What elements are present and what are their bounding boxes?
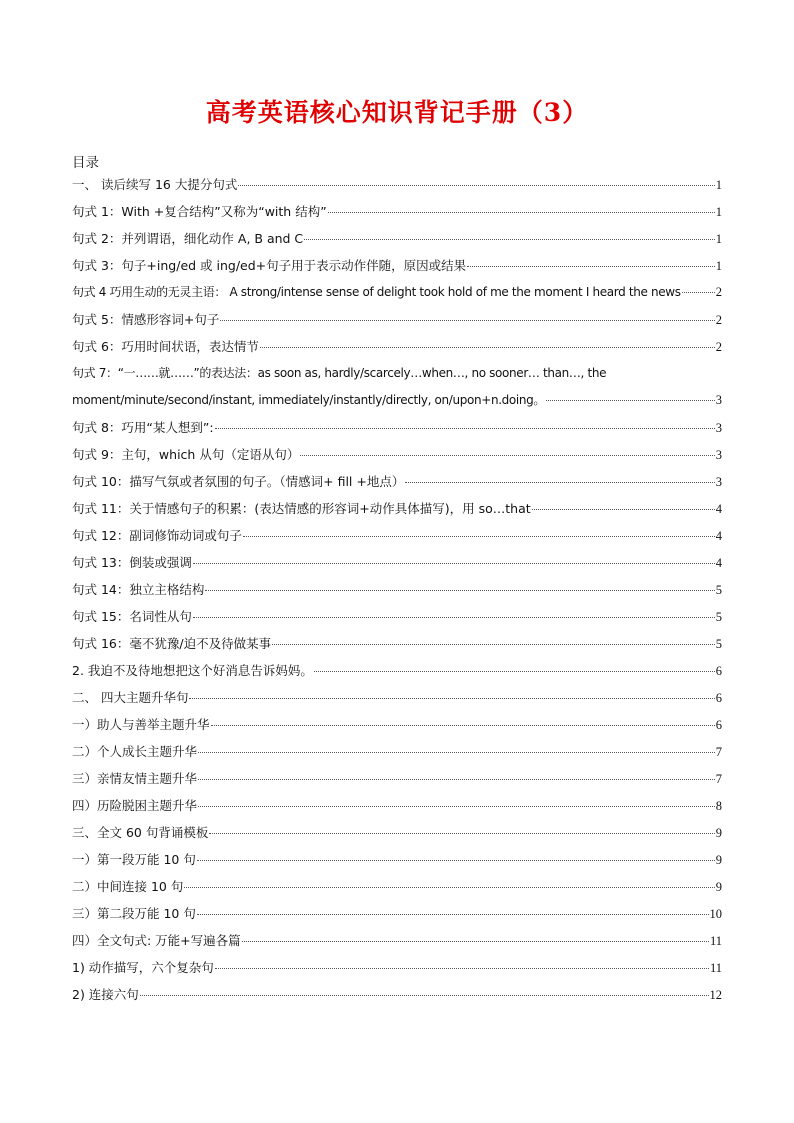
toc-entry[interactable]	[72, 310, 722, 337]
toc-entry[interactable]	[72, 445, 722, 472]
toc-page-number: 5	[715, 610, 722, 624]
toc-page-number: 3	[715, 448, 722, 462]
dot-leader	[197, 860, 715, 861]
toc-page-number: 2	[715, 340, 722, 354]
toc-page-number: 6	[715, 691, 722, 705]
toc-entry-text: 句式 12：副词修饰动词或句子	[72, 528, 242, 543]
dot-leader	[215, 428, 715, 429]
dot-leader	[405, 482, 714, 483]
toc-page-number: 8	[715, 799, 722, 813]
toc-entry-text: 句式 4 巧用生动的无灵主语： A strong/intense sense of delight took hold of me the moment I heard the news	[72, 285, 681, 299]
toc-entry[interactable]	[72, 715, 722, 742]
dot-leader	[189, 698, 714, 699]
toc-page-number: 11	[709, 934, 722, 948]
toc-page-number: 9	[715, 880, 722, 894]
toc-entry[interactable]	[72, 904, 722, 931]
dot-leader	[314, 671, 715, 672]
toc-page-number: 1	[715, 205, 722, 219]
toc-entry[interactable]	[72, 256, 722, 283]
toc-entry-text: 三）第二段万能 10 句	[72, 906, 196, 921]
toc-entry-text: 1) 动作描写，六个复杂句	[72, 960, 214, 975]
dot-leader	[238, 185, 714, 186]
toc-entry[interactable]	[72, 958, 722, 985]
toc-entry-text: 四）全文句式: 万能+写遍各篇	[72, 933, 241, 948]
toc-page-number: 6	[715, 664, 722, 678]
dot-leader	[184, 887, 714, 888]
dot-leader	[243, 536, 715, 537]
toc-entry[interactable]	[72, 229, 722, 256]
toc-page-number: 12	[709, 988, 722, 1002]
dot-leader	[467, 266, 715, 267]
toc-entry[interactable]	[72, 823, 722, 850]
toc-entry[interactable]	[72, 850, 722, 877]
dot-leader	[260, 347, 715, 348]
toc-heading: 目录	[72, 155, 99, 171]
dot-leader	[220, 320, 714, 321]
toc-entry[interactable]	[72, 661, 722, 688]
dot-leader	[205, 590, 714, 591]
toc-page-number: 7	[715, 745, 722, 759]
toc-entry-text: 句式 10：描写气氛或者氛围的句子。（情感词+ fill +地点）	[72, 474, 405, 489]
toc-page-number: 1	[715, 259, 722, 273]
toc-entry[interactable]	[72, 175, 722, 202]
dot-leader	[197, 914, 709, 915]
toc-entry-text: 句式 14：独立主格结构	[72, 582, 205, 597]
toc-entry[interactable]	[72, 742, 722, 769]
toc-page-number: 1	[715, 232, 722, 246]
toc-page-number: 10	[709, 907, 722, 921]
toc-entry-text: 句式 3：句子+ing/ed 或 ing/ed+句子用于表示动作伴随，原因或结果	[72, 258, 467, 273]
toc-entry-text: 句式 13：倒装或强调	[72, 555, 192, 570]
toc-entry[interactable]	[72, 607, 722, 634]
toc-entry[interactable]	[72, 580, 722, 607]
dot-leader	[300, 455, 714, 456]
toc-entry[interactable]	[72, 688, 722, 715]
toc-entry[interactable]	[72, 337, 722, 364]
toc-entry[interactable]	[72, 985, 722, 1012]
dot-leader	[272, 644, 715, 645]
toc-entry[interactable]	[72, 202, 722, 229]
dot-leader	[209, 833, 714, 834]
toc-page-number: 5	[715, 637, 722, 651]
toc-entry-text: 三）亲情友情主题升华	[72, 771, 198, 786]
dot-leader	[682, 292, 715, 293]
toc-page-number: 3	[715, 421, 722, 435]
toc-entry[interactable]	[72, 499, 722, 526]
dot-leader	[328, 212, 715, 213]
toc-entry[interactable]	[72, 634, 722, 661]
toc-entry-text: 2. 我迫不及待地想把这个好消息告诉妈妈。	[72, 663, 313, 678]
toc-entry[interactable]	[72, 796, 722, 823]
toc-entry[interactable]	[72, 283, 722, 310]
toc-entry[interactable]	[72, 553, 722, 580]
toc-entry-text: 二、 四大主题升华句	[72, 690, 189, 705]
dot-leader	[198, 806, 715, 807]
toc-entry-text: 句式 2：并列谓语，细化动作 A, B and C	[72, 231, 304, 246]
dot-leader	[193, 563, 715, 564]
toc-page-number: 9	[715, 826, 722, 840]
toc-entry-text: moment/minute/second/instant, immediately/instantly/directly, on/upon+n.doing。	[72, 393, 546, 407]
toc-entry[interactable]	[72, 418, 722, 445]
toc-page-number: 11	[709, 961, 722, 975]
dot-leader	[198, 779, 715, 780]
page-title: 高考英语核心知识背记手册（3）	[205, 98, 589, 127]
toc-page-number: 2	[715, 285, 722, 299]
toc-page-number: 3	[715, 393, 722, 407]
toc-page-number: 1	[715, 178, 722, 192]
dot-leader	[242, 941, 709, 942]
toc-entry[interactable]	[72, 526, 722, 553]
toc-entry[interactable]	[72, 931, 722, 958]
toc-entry[interactable]	[72, 472, 722, 499]
dot-leader	[532, 509, 715, 510]
toc-entry[interactable]	[72, 769, 722, 796]
toc-entry[interactable]	[72, 364, 722, 391]
toc-entry-text: 句式 15：名词性从句	[72, 609, 192, 624]
toc-entry-text: 三、全文 60 句背诵模板	[72, 825, 209, 840]
toc-entry-text: 一）第一段万能 10 句	[72, 852, 196, 867]
toc-page-number: 3	[715, 475, 722, 489]
toc-entry-text: 四）历险脱困主题升华	[72, 798, 198, 813]
dot-leader	[140, 995, 709, 996]
toc-entry[interactable]	[72, 877, 722, 904]
toc-entry-text: 2) 连接六句	[72, 987, 139, 1002]
toc-entry-text: 句式 9：主句，which 从句（定语从句）	[72, 447, 300, 462]
toc-page-number: 7	[715, 772, 722, 786]
toc-page-number: 2	[715, 313, 722, 327]
toc-page-number: 5	[715, 583, 722, 597]
toc-entry-text: 句式 11：关于情感句子的积累：(表达情感的形容词+动作具体描写)，用 so…that	[72, 501, 531, 516]
toc-entry-text: 句式 1：With +复合结构”又称为“with 结构”	[72, 204, 327, 219]
toc-page-number: 6	[715, 718, 722, 732]
dot-leader	[546, 400, 715, 401]
toc-entry-text: 句式 16：毫不犹豫/迫不及待做某事	[72, 636, 272, 651]
dot-leader	[215, 968, 709, 969]
dot-leader	[211, 725, 715, 726]
toc-entry-text: 句式 5：情感形容词+句子	[72, 312, 220, 327]
toc-entry-continuation[interactable]	[72, 391, 722, 418]
toc-page-number: 4	[715, 556, 722, 570]
toc-page-number: 4	[715, 502, 722, 516]
toc-entry-text: 句式 8：巧用“某人想到”:	[72, 420, 214, 435]
toc-entry-text: 一）助人与善举主题升华	[72, 717, 210, 732]
toc-entry-text: 句式 7：“一……就……”的表达法：as soon as, hardly/scarcely…when…, no sooner… than…, the	[72, 366, 607, 380]
dot-leader	[304, 239, 715, 240]
toc-entry-text: 句式 6：巧用时间状语，表达情节	[72, 339, 259, 354]
dot-leader	[193, 617, 715, 618]
toc-entry-text: 一、 读后续写 16 大提分句式	[72, 177, 238, 192]
toc-page-number: 9	[715, 853, 722, 867]
toc-entry-text: 二）个人成长主题升华	[72, 744, 198, 759]
toc-entry-text: 二）中间连接 10 句	[72, 879, 184, 894]
dot-leader	[198, 752, 715, 753]
toc-page-number: 4	[715, 529, 722, 543]
table-of-contents	[72, 175, 722, 1012]
